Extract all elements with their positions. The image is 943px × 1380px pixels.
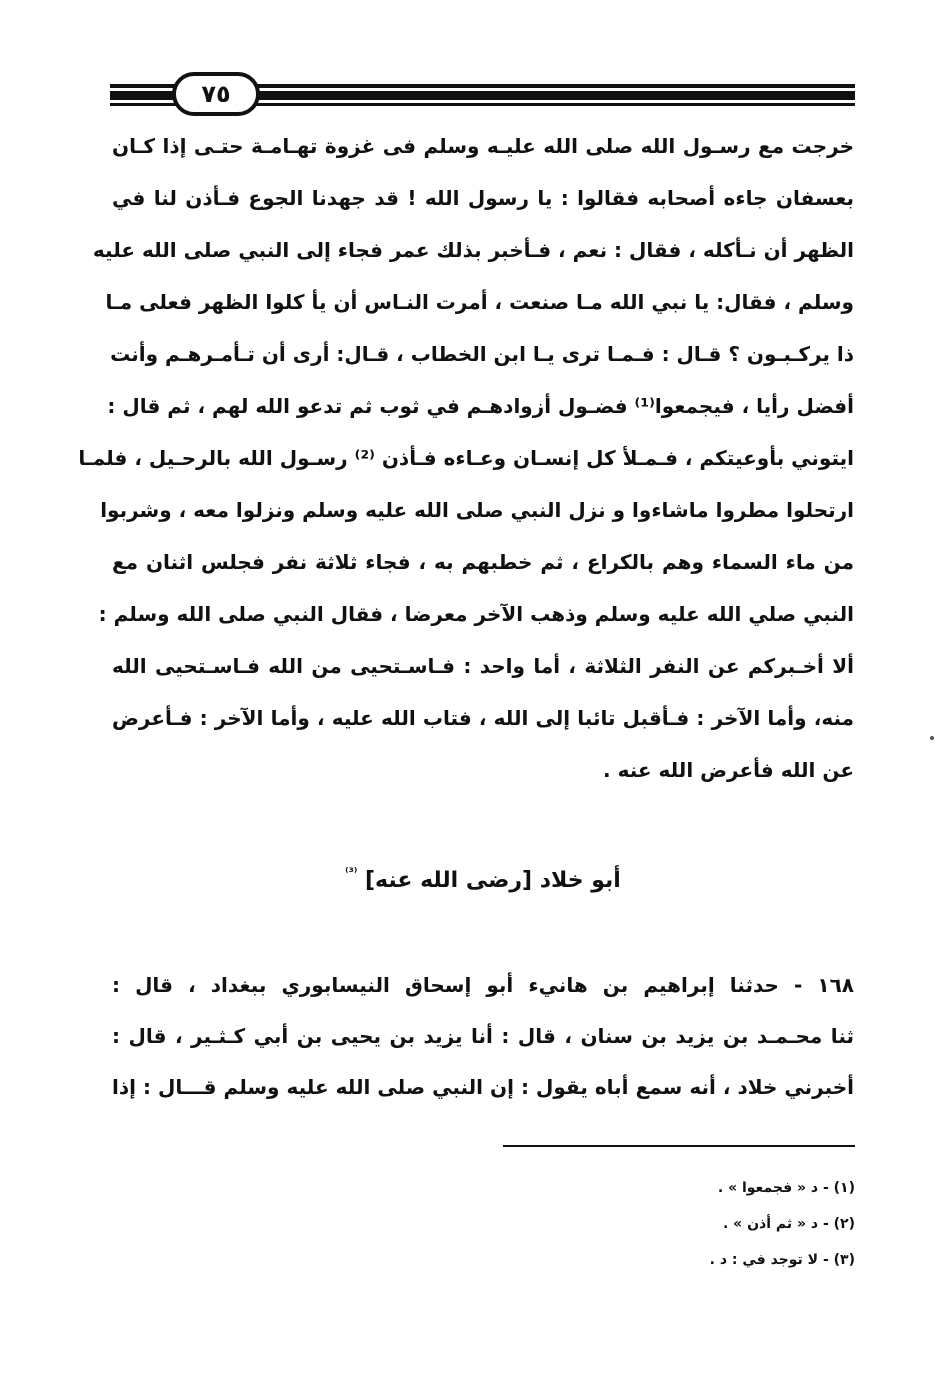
page-number: ٧٥ (172, 72, 260, 116)
text-line: ثنا محـمـد بن يزيد بن سنان ، قال : أنا يزيد بن يحيى بن أبي كـثـير ، قال : (112, 1024, 854, 1048)
text-line: ألا أخـبركم عن النفر الثلاثة ، أما واحد : فـاسـتحيى من الله فـاسـتحيى الله (112, 654, 854, 678)
text-line: ارتحلوا مطروا ماشاءوا و نزل النبي صلى الله عليه وسلم ونزلوا معه ، وشربوا (100, 498, 854, 522)
text-line: أفضل رأيا ، فيجمعوا⁽¹⁾ فضـول أزوادهـم في ثوب ثم تدعو الله لهم ، ثم قال : (107, 394, 854, 418)
text-line: عن الله فأعرض الله عنه . (603, 758, 854, 782)
text-line: بعسفان جاءه أصحابه فقالوا : يا رسول الله ! قد جهدنا الجوع فـأذن لنا في (112, 186, 854, 210)
footnote-item: (٣) - لا توجد في : د . (709, 1252, 855, 1268)
text-line: ١٦٨ - حدثنا إبراهيم بن هانيء أبو إسحاق النيسابوري ببغداد ، قال : (112, 973, 854, 997)
section-title (112, 856, 854, 906)
text-line: الظهر أن نـأكله ، فقال : نعم ، فـأخبر بذلك عمر فجاء إلى النبي صلى الله عليه (92, 238, 854, 262)
text-line: أخبرني خلاد ، أنه سمع أباه يقول : إن النبي صلى الله عليه وسلم قـــال : إذا (112, 1075, 854, 1099)
text-line: ايتوني بأوعيتكم ، فـمـلأ كل إنسـان وعـاءه فـأذن ⁽²⁾ رسـول الله بالرحـيل ، فلمـا (78, 446, 854, 470)
text-line: ذا يركـبـون ؟ قـال : فـمـا ترى يـا ابن الخطاب ، قـال: أرى أن تـأمـرهـم وأنت (110, 342, 854, 366)
footnote-item: (١) - د « فجمعوا » . (717, 1180, 855, 1196)
hadith-paragraph (112, 960, 854, 1113)
text-line: خرجت مع رسـول الله صلى الله عليـه وسلم فى غزوة تهـامـة حتـى إذا كـان (112, 134, 854, 158)
footnote-divider (503, 1145, 855, 1147)
text-line: منه، وأما الآخر : فـأقبل تائبا إلى الله ، فتاب الله عليه ، وأما الآخر : فـأعرض (112, 706, 854, 730)
margin-dot (930, 736, 934, 740)
text-line: وسلم ، فقال: يا نبي الله مـا صنعت ، أمرت النـاس أن يأ كلوا الظهر فعلى مـا (105, 290, 854, 314)
footnote-item: (٢) - د « ثم أذن » . (722, 1216, 855, 1232)
text-line: النبي صلي الله عليه وسلم وذهب الآخر معرضا ، فقال النبي صلى الله وسلم : (98, 602, 854, 626)
footnotes (503, 1170, 855, 1278)
text-line: من ماء السماء وهم بالكراع ، ثم خطبهم به ، فجاء ثلاثة نفر فجلس اثنان مع (112, 550, 854, 574)
page-header (110, 70, 855, 126)
section-title-text: أبو خلاد [رضى الله عنه] (365, 868, 621, 893)
footnote-marker: ⁽³⁾ (345, 865, 358, 879)
main-paragraph (78, 120, 854, 796)
